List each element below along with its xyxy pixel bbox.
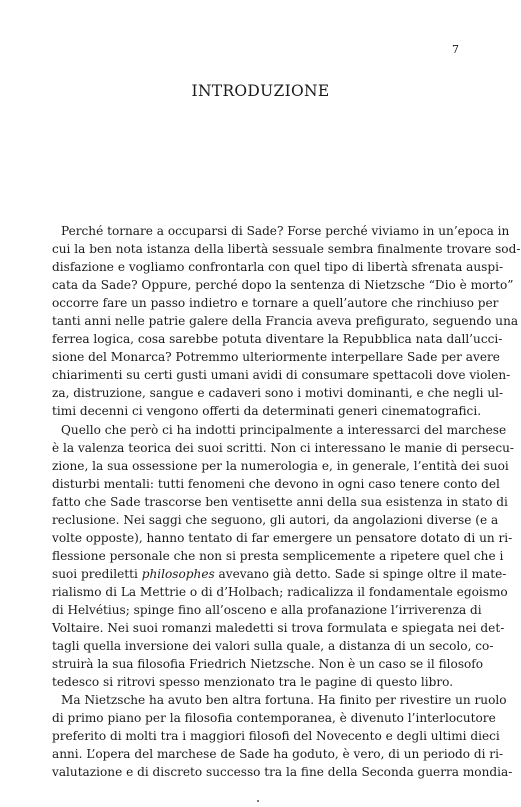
text-line: valutazione e di discreto successo tra la fine della Seconda guerra mondia- xyxy=(52,765,513,780)
text-line: zione, la sua ossessione per la numerologia e, in generale, l’entità dei suoi xyxy=(52,458,509,473)
text-fragment: avevano già detto. Sade si spinge oltre il mate- xyxy=(214,566,507,581)
text-line: occorre fare un passo indietro e tornare a quell’autore che rinchiuso per xyxy=(52,296,499,311)
text-line: cata da Sade? Oppure, perché dopo la sentenza di Nietzsche “Dio è morto” xyxy=(52,278,514,293)
text-line: disturbi mentali: tutti fenomeni che devono in ogni caso tenere conto del xyxy=(52,476,500,491)
italic-term: philosophes xyxy=(141,566,215,581)
text-line: za, distruzione, sangue e cadaveri sono i motivi dominanti, e che negli ul- xyxy=(52,386,504,401)
text-line: anni. L’opera del marchese de Sade ha goduto, è vero, di un periodo di ri- xyxy=(52,747,504,762)
text-line: di primo piano per la filosofia contemporanea, è divenuto l’interlocutore xyxy=(52,711,496,726)
page-number: 7 xyxy=(452,43,459,56)
text-line: rialismo di La Mettrie o di d’Holbach; radicalizza il fondamentale egoismo xyxy=(52,584,508,599)
text-line: timi decenni ci vengono offerti da determinati generi cinematografici. xyxy=(52,404,482,419)
text-line: reclusione. Nei saggi che seguono, gli autori, da angolazioni diverse (e a xyxy=(52,512,499,527)
text-line: cui la ben nota istanza della libertà sessuale sembra finalmente trovare sod- xyxy=(52,242,521,257)
text-line: fatto che Sade trascorse ben ventisette anni della sua esistenza in stato di xyxy=(52,494,508,509)
text-line: sione del Monarca? Potremmo ulteriormente interpellare Sade per avere xyxy=(52,350,500,365)
text-line: Perché tornare a occuparsi di Sade? Forse perché viviamo in un’epoca in xyxy=(61,224,510,238)
text-line: struirà la sua filosofia Friedrich Nietzsche. Non è un caso se il filosofo xyxy=(52,657,484,672)
text-fragment: suoi prediletti xyxy=(52,566,142,581)
text-line: tagli quella inversione dei valori sulla quale, a distanza di un secolo, co- xyxy=(52,639,494,654)
text-line: Ma Nietzsche ha avuto ben altra fortuna. Ha finito per rivestire un ruolo xyxy=(61,693,507,708)
text-line: Voltaire. Nei suoi romanzi maledetti si trova formulata e spiegata nei det- xyxy=(52,621,505,636)
text-line-with-italic xyxy=(52,565,507,583)
text-line: volte opposte), hanno tentato di far emergere un pensatore dotato di un ri- xyxy=(52,530,513,545)
body-text xyxy=(52,222,521,781)
text-line: flessione personale che non si presta semplicemente a ripetere quel che i xyxy=(52,548,504,563)
footer-mark xyxy=(257,800,259,802)
text-line: tedesco si ritrovi spesso menzionato tra le pagine di questo libro. xyxy=(52,675,454,690)
chapter-title: INTRODUZIONE xyxy=(191,82,330,100)
text-line: di Helvétius; spinge fino all’osceno e alla profanazione l’irriverenza di xyxy=(52,602,482,617)
text-line: tanti anni nelle patrie galere della Francia aveva prefigurato, seguendo una xyxy=(52,314,519,329)
text-line: Quello che però ci ha indotti principalmente a interessarci del marchese xyxy=(61,422,507,437)
text-line: ferrea logica, cosa sarebbe potuta diventare la Repubblica nata dall’ucci- xyxy=(52,332,503,347)
text-line: preferito di molti tra i maggiori filosofi del Novecento e degli ultimi dieci xyxy=(52,729,500,744)
text-line: disfazione e vogliamo confrontarla con quel tipo di libertà sfrenata auspi- xyxy=(52,260,504,275)
text-line: è la valenza teorica dei suoi scritti. Non ci interessano le manie di persecu- xyxy=(52,440,514,455)
text-line: chiarimenti su certi gusti umani avidi di consumare spettacoli dove violen- xyxy=(52,368,511,383)
